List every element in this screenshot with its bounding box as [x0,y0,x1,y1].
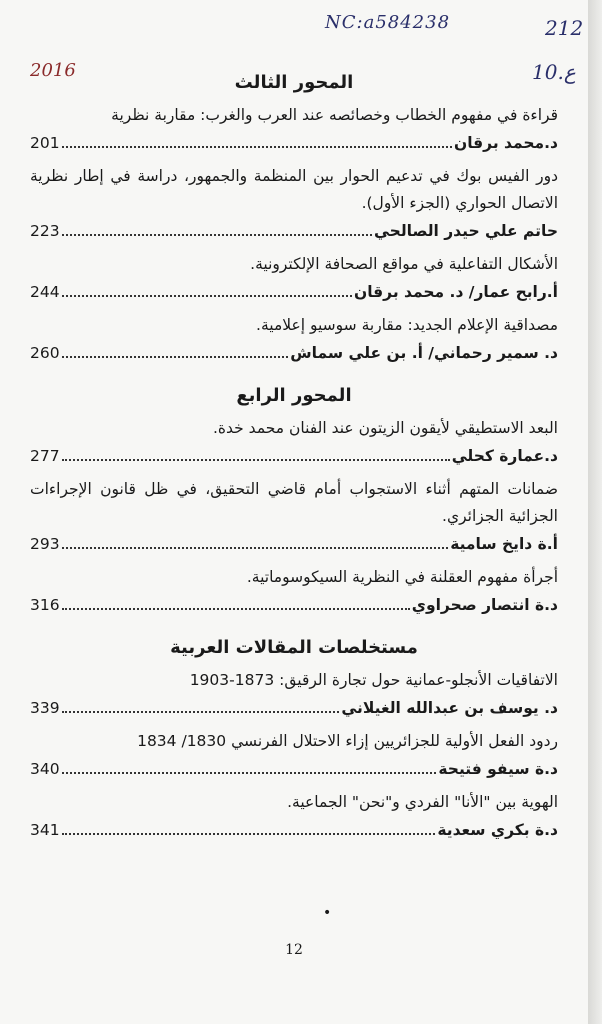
dot-leader [62,146,452,148]
entry-author: د. سمير رحماني/ أ. بن علي سماش [290,344,558,362]
entry-author-line [30,694,558,722]
handwritten-code: NC:a584238 [325,12,451,33]
entry-page-number: 339 [30,699,60,717]
entry-title: ردود الفعل الأولية للجزائريين إزاء الاحتلال الفرنسي 1830/ 1834 [137,732,558,750]
entry-page-number: 316 [30,596,60,614]
entry-page-number: 260 [30,344,60,362]
entry-author-line [30,442,558,470]
section-title: مستخلصات المقالات العربية [170,637,418,658]
entry-author-line [30,755,558,783]
dot-leader [62,234,372,236]
entry-page-number: 244 [30,283,60,301]
entry-author-line [30,591,558,619]
entry-title: مصداقية الإعلام الجديد: مقاربة سوسيو إعلامية. [256,316,558,334]
dot-leader [62,356,289,358]
ink-dot: • [323,905,332,921]
section-title: المحور الثالث [234,72,354,93]
dot-leader [62,833,436,835]
entry-title: البعد الاستطيقي لأيقون الزيتون عند الفنان محمد خدة. [212,419,558,437]
entry-author-line [30,339,558,367]
handwritten-number: 212 [545,16,584,40]
entry-page-number: 341 [30,821,60,839]
dot-leader [62,295,352,297]
entry-page-number: 223 [30,222,60,240]
entry-author: أ.رابح عمار/ د. محمد برقان [353,283,558,301]
entry-title: الأشكال التفاعلية في مواقع الصحافة الإلكترونية. [250,255,558,273]
entry-author: أ.ة دايخ سامية [450,535,558,553]
entry-page-number: 293 [30,535,60,553]
entry-author-line [30,278,558,306]
entry-author-line [30,217,558,245]
page-edge [588,0,602,1024]
entry-title: قراءة في مفهوم الخطاب وخصائصه عند العرب والغرب: مقاربة نظرية [111,106,558,124]
dot-leader [62,711,340,713]
dot-leader [62,772,437,774]
entry-author: د.عمارة كحلي [451,447,558,465]
dot-leader [62,547,449,549]
entry-author: حاتم علي حيدر الصالحي [373,222,558,240]
entry-author-line [30,816,558,844]
entry-page-number: 340 [30,760,60,778]
entry-author-line [30,530,558,558]
entry-author: د.ة انتصار صحراوي [411,596,558,614]
entry-title: دور الفيس بوك في تدعيم الحوار بين المنظمة والجمهور، دراسة في إطار نظرية الاتصال الحواري (الجزء الأول). [30,167,558,212]
entry-author-line [30,129,558,157]
section-title: المحور الرابع [236,385,352,406]
page-number: 12 [285,942,303,958]
entry-author: د.ة بكري سعدية [437,821,558,839]
entry-title: ضمانات المتهم أثناء الاستجواب أمام قاضي التحقيق، في ظل قانون الإجراءات الجزائية الجزائري. [30,480,558,525]
entry-page-number: 201 [30,134,60,152]
entry-author: د. يوسف بن عبدالله الغيلاني [341,699,558,717]
handwritten-code2: 10.ع [532,60,576,84]
dot-leader [62,459,450,461]
entry-title: الهوية بين "الأنا" الفردي و"نحن" الجماعية. [287,793,558,811]
entry-title: الاتفاقيات الأنجلو-عمانية حول تجارة الرقيق: 1873-1903 [189,671,558,689]
entry-author: د.ة سيفو فتيحة [438,760,558,778]
table-of-contents [30,68,558,844]
entry-author: د.محمد برقان [453,134,558,152]
dot-leader [62,608,410,610]
entry-title: أجرأة مفهوم العقلنة في النظرية السيكوسوماتية. [246,568,558,586]
handwritten-year: 2016 [30,60,76,81]
entry-page-number: 277 [30,447,60,465]
